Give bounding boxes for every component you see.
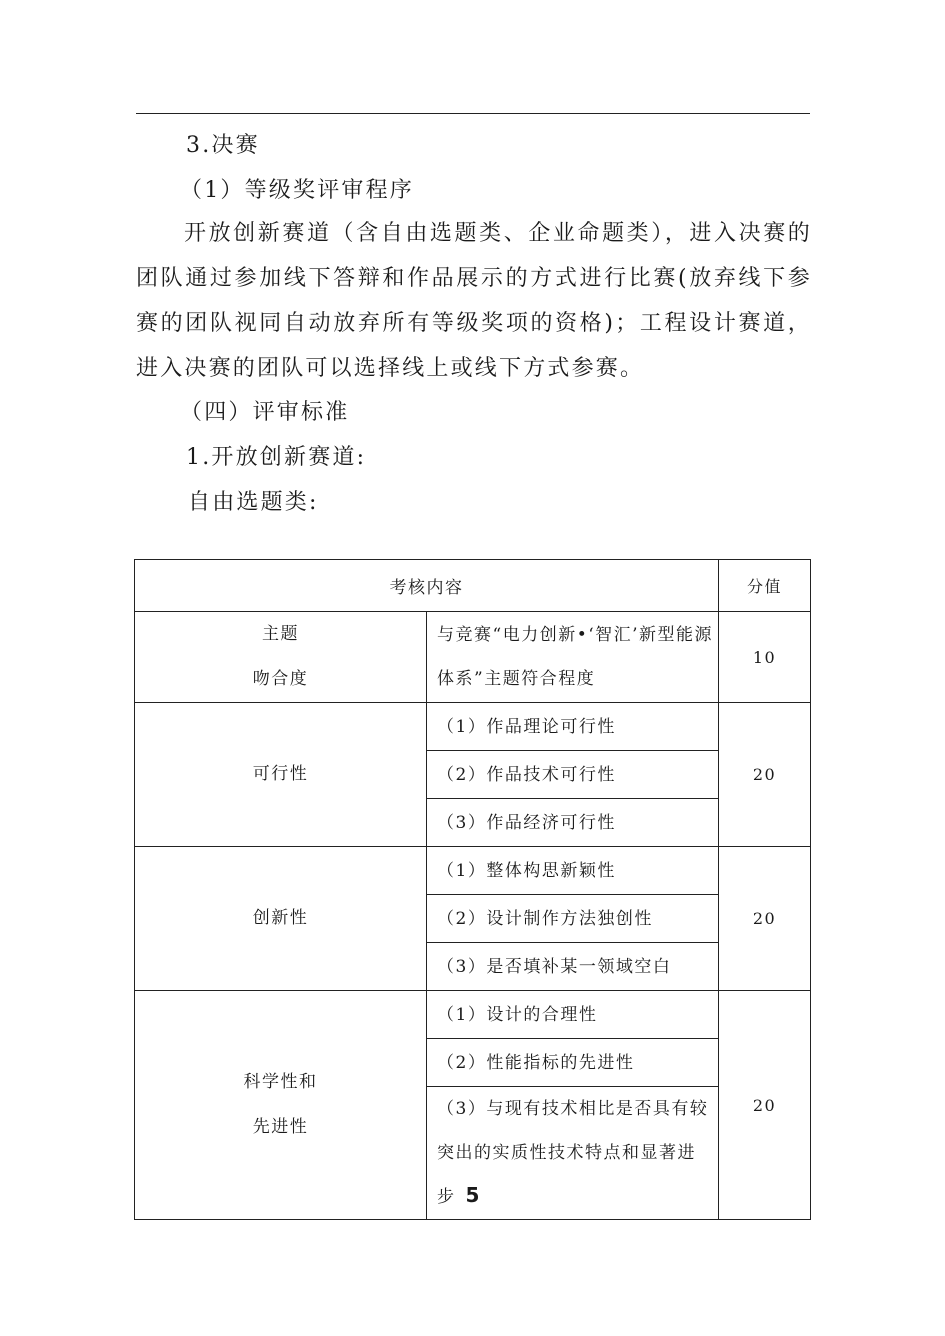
table-row bbox=[135, 612, 811, 703]
criterion-score: 20 bbox=[719, 991, 811, 1220]
final-body-paragraph: 开放创新赛道（含自由选题类、企业命题类），进入决赛的团队通过参加线下答辩和作品展示的方式进行比赛(放弃线下参赛的团队视同自动放弃所有等级奖项的资格)；工程设计赛道，进入决赛的团队可以选择线上或线下方式参赛。 bbox=[136, 221, 812, 381]
criterion-item: （2）作品技术可行性 bbox=[427, 751, 719, 799]
table-header-row bbox=[135, 560, 811, 612]
criterion-item: （3）是否填补某一领域空白 bbox=[427, 943, 719, 991]
track-heading: 1.开放创新赛道: bbox=[186, 445, 367, 470]
page-number: 5 bbox=[465, 1183, 480, 1207]
table-row bbox=[135, 991, 811, 1039]
criterion-name: 可行性 bbox=[135, 703, 427, 847]
criterion-item: （2）设计制作方法独创性 bbox=[427, 895, 719, 943]
criterion-item: 与竞赛“电力创新•‘智汇’新型能源体系”主题符合程度 bbox=[427, 612, 719, 703]
criterion-item: （3）与现有技术相比是否具有较突出的实质性技术特点和显著进步 bbox=[427, 1087, 719, 1220]
award-procedure-heading: （1）等级奖评审程序 bbox=[180, 178, 414, 203]
table-row bbox=[135, 703, 811, 751]
criterion-item: （1）作品理论可行性 bbox=[427, 703, 719, 751]
criterion-name: 创新性 bbox=[135, 847, 427, 991]
criterion-item: （1）整体构思新颖性 bbox=[427, 847, 719, 895]
scoring-table bbox=[134, 559, 811, 1220]
table-row bbox=[135, 847, 811, 895]
criterion-score: 20 bbox=[719, 703, 811, 847]
header-score: 分值 bbox=[719, 560, 811, 612]
header-rule bbox=[136, 113, 810, 114]
header-content: 考核内容 bbox=[135, 560, 719, 612]
criterion-score: 10 bbox=[719, 612, 811, 703]
criterion-item: （2）性能指标的先进性 bbox=[427, 1039, 719, 1087]
criterion-item: （3）作品经济可行性 bbox=[427, 799, 719, 847]
criterion-name-line: 主题 bbox=[262, 624, 299, 644]
criterion-score: 20 bbox=[719, 847, 811, 991]
criterion-name-line: 先进性 bbox=[252, 1117, 309, 1137]
criterion-item: （1）设计的合理性 bbox=[427, 991, 719, 1039]
criterion-name-line: 吻合度 bbox=[252, 669, 309, 689]
category-heading: 自由选题类: bbox=[188, 490, 319, 515]
criterion-name bbox=[135, 612, 427, 703]
criterion-name-line: 科学性和 bbox=[243, 1072, 318, 1092]
criteria-heading: （四）评审标准 bbox=[180, 400, 350, 425]
final-heading: 3.决赛 bbox=[186, 133, 260, 158]
